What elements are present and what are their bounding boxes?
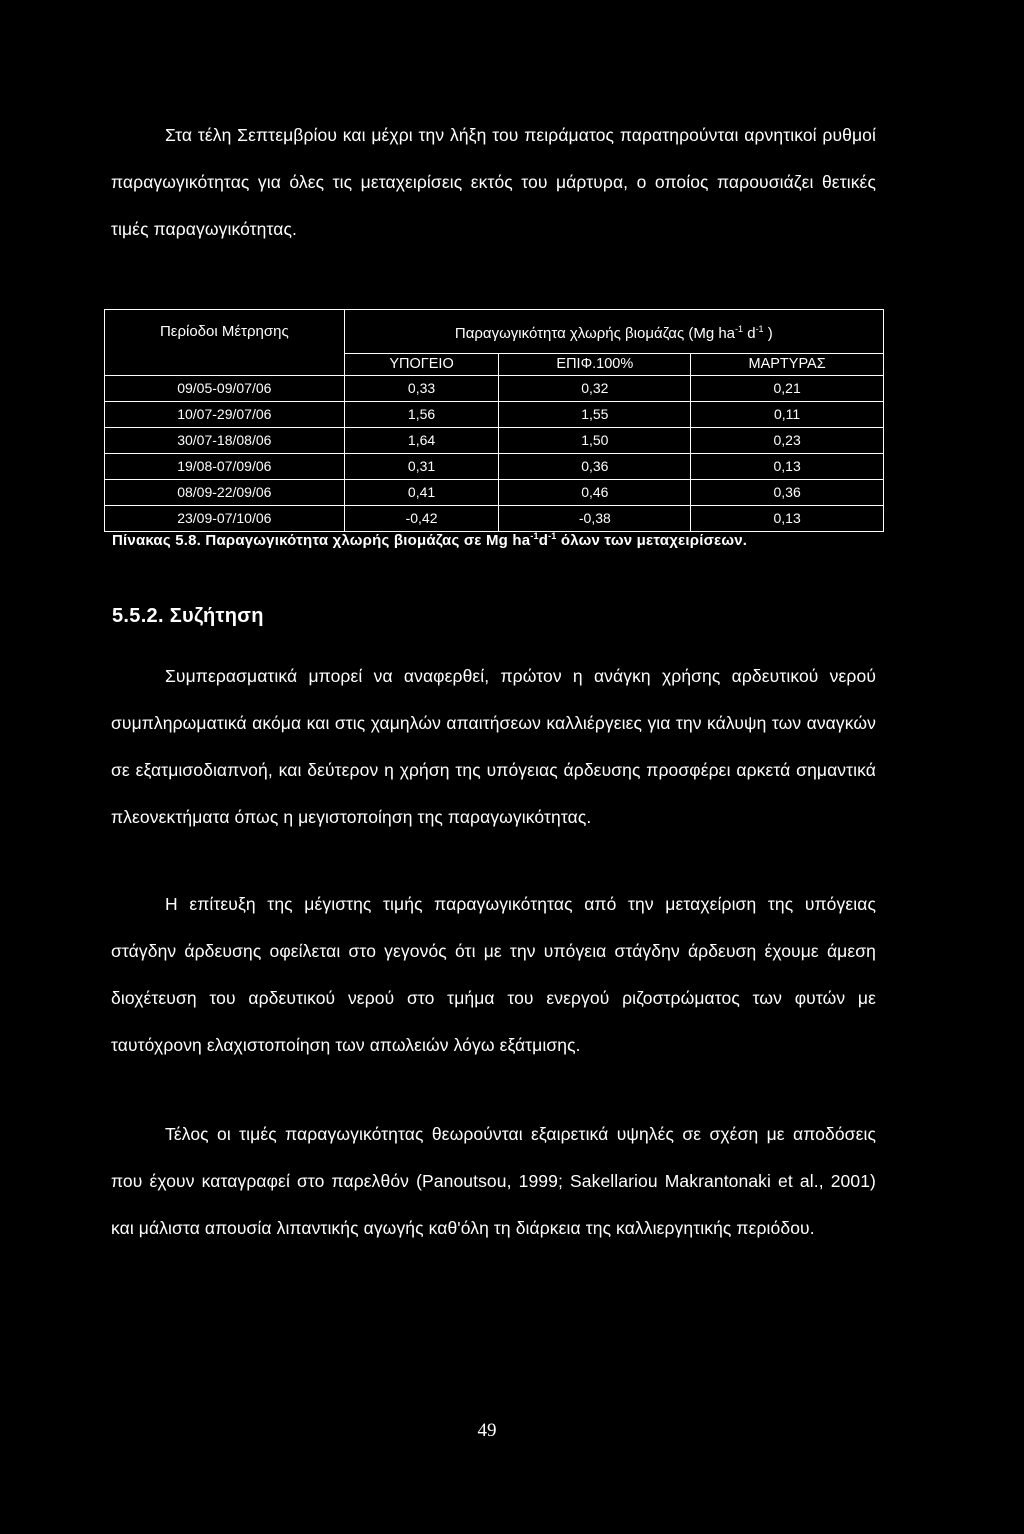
discussion-paragraph: Τέλος οι τιμές παραγωγικότητας θεωρούνται εξαιρετικά υψηλές σε σχέση με αποδόσεις που έχουν καταγραφεί στο παρελθόν (Panoutsou, 1999; Sakellariou Makrantonaki et al., 2001) και μάλιστα απουσία λιπαντικής αγωγής καθ'όλη τη διάρκεια της καλλιεργητικής περιόδου. [111, 1124, 876, 1238]
column-header: ΕΠΙΦ.100% [499, 354, 691, 376]
value-cell: 0,13 [691, 506, 884, 532]
value-cell: 0,46 [499, 480, 691, 506]
table-row [105, 428, 884, 454]
value-cell: 0,31 [344, 454, 499, 480]
value-cell: 1,50 [499, 428, 691, 454]
value-cell: 0,21 [691, 376, 884, 402]
table-header-row [105, 310, 884, 354]
header-period: Περίοδοι Μέτρησης [105, 310, 345, 354]
table-caption: Πίνακας 5.8. Παραγωγικότητα χλωρής βιομάζας σε Mg $ha^{-1}d^{-1}$ όλων των μεταχειρίσεων. [112, 531, 748, 549]
table-row [105, 402, 884, 428]
page-number: 49 [477, 1420, 497, 1441]
value-cell: 0,36 [499, 454, 691, 480]
discussion-paragraph: Η επίτευξη της μέγιστης τιμής παραγωγικότητας από την μεταχείριση της υπόγειας στάγδην άρδευσης οφείλεται στο γεγονός ότι με την υπόγεια στάγδην άρδευση έχουμε άμεση διοχέτευση του αρδευτικού νερού στο τμήμα του ενεργού ριζοστρώματος των φυτών με ταυτόχρονη ελαχιστοποίηση των απωλειών λόγω εξάτμισης. [111, 894, 876, 1055]
column-header: ΥΠΟΓΕΙΟ [344, 354, 499, 376]
intro-paragraph: Στα τέλη Σεπτεμβρίου και μέχρι την λήξη του πειράματος παρατηρούνται αρνητικοί ρυθμοί παραγωγικότητας για όλες τις μεταχειρίσεις εκτός του μάρτυρα, ο οποίος παρουσιάζει θετικές τιμές παραγωγικότητας. [111, 125, 876, 239]
table-row [105, 454, 884, 480]
value-cell: 0,36 [691, 480, 884, 506]
header-productivity: Παραγωγικότητα χλωρής βιομάζας (Mg $ha^{-1}$ $d^{-1}$ ) [344, 310, 883, 354]
period-cell: 08/09-22/09/06 [105, 480, 345, 506]
header-blank [105, 354, 345, 376]
value-cell: -0,42 [344, 506, 499, 532]
value-cell: 1,56 [344, 402, 499, 428]
table-subheader-row [105, 354, 884, 376]
productivity-table [104, 309, 884, 532]
value-cell: 0,13 [691, 454, 884, 480]
value-cell: 0,41 [344, 480, 499, 506]
value-cell: 0,11 [691, 402, 884, 428]
table-row [105, 506, 884, 532]
section-heading: 5.5.2. Συζήτηση [112, 605, 264, 627]
period-cell: 09/05-09/07/06 [105, 376, 345, 402]
period-cell: 30/07-18/08/06 [105, 428, 345, 454]
value-cell: -0,38 [499, 506, 691, 532]
period-cell: 23/09-07/10/06 [105, 506, 345, 532]
table-row [105, 376, 884, 402]
value-cell: 1,64 [344, 428, 499, 454]
discussion-paragraph: Συμπερασματικά μπορεί να αναφερθεί, πρώτον η ανάγκη χρήσης αρδευτικού νερού συμπληρωματικά ακόμα και στις χαμηλών απαιτήσεων καλλιέργειες για την κάλυψη των αναγκών σε εξατμισοδιαπνοή, και δεύτερον η χρήση της υπόγειας άρδευσης προσφέρει αρκετά σημαντικά πλεονεκτήματα όπως η μεγιστοποίηση της παραγωγικότητας. [111, 666, 876, 827]
column-header: ΜΑΡΤΥΡΑΣ [691, 354, 884, 376]
period-cell: 19/08-07/09/06 [105, 454, 345, 480]
period-cell: 10/07-29/07/06 [105, 402, 345, 428]
table-row [105, 480, 884, 506]
value-cell: 0,23 [691, 428, 884, 454]
value-cell: 1,55 [499, 402, 691, 428]
value-cell: 0,33 [344, 376, 499, 402]
value-cell: 0,32 [499, 376, 691, 402]
